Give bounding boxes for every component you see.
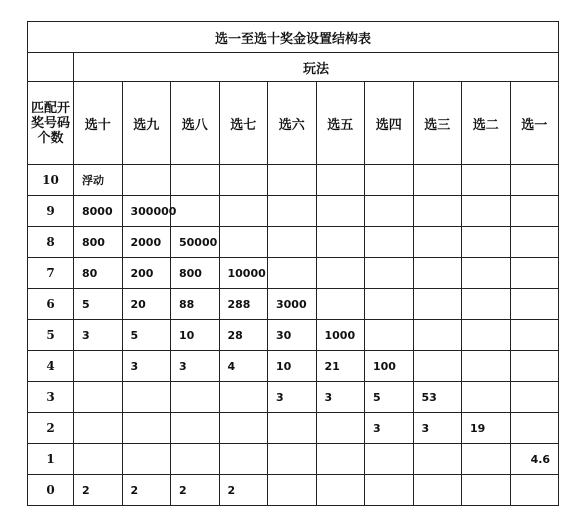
table-row [28,196,559,227]
match-count-cell: 4 [28,351,74,382]
prize-cell: 200 [122,258,171,289]
prize-cell [268,413,317,444]
prize-cell: 5 [365,382,414,413]
prize-cell [268,196,317,227]
prize-cell: 53 [413,382,462,413]
prize-cell: 2000 [122,227,171,258]
prize-cell: 3000 [268,289,317,320]
table-row [28,444,559,475]
prize-cell [171,413,220,444]
prize-cell [365,320,414,351]
prize-cell [413,475,462,506]
prize-cell [74,413,123,444]
prize-cell [365,165,414,196]
prize-cell [510,382,559,413]
prize-cell [462,475,511,506]
prize-cell: 800 [171,258,220,289]
prize-cell [413,320,462,351]
prize-cell [413,351,462,382]
prize-cell [413,289,462,320]
prize-cell [74,382,123,413]
prize-cell: 88 [171,289,220,320]
prize-cell [219,382,268,413]
table-row [28,320,559,351]
prize-cell [316,165,365,196]
prize-cell [365,227,414,258]
match-count-cell: 9 [28,196,74,227]
prize-cell [219,165,268,196]
prize-cell [316,413,365,444]
prize-cell: 2 [171,475,220,506]
table-row [28,351,559,382]
prize-cell [316,258,365,289]
table-body [28,22,559,506]
prize-cell: 3 [74,320,123,351]
prize-cell [171,444,220,475]
match-count-cell: 10 [28,165,74,196]
table-row [28,289,559,320]
prize-cell [74,444,123,475]
prize-cell [462,165,511,196]
prize-cell: 10 [268,351,317,382]
prize-cell [413,196,462,227]
column-header: 选二 [462,82,511,165]
prize-cell [510,165,559,196]
column-header: 选九 [122,82,171,165]
column-header: 选八 [171,82,220,165]
prize-cell: 10 [171,320,220,351]
prize-cell [268,227,317,258]
column-header: 选六 [268,82,317,165]
prize-cell: 288 [219,289,268,320]
prize-cell: 3 [413,413,462,444]
prize-cell [510,475,559,506]
prize-cell [219,196,268,227]
prize-cell [171,196,220,227]
prize-cell [219,444,268,475]
prize-cell [219,413,268,444]
column-header: 选一 [510,82,559,165]
corner-label: 匹配开奖号码个数 [28,82,74,165]
prize-cell [510,351,559,382]
prize-cell: 2 [122,475,171,506]
match-count-cell: 6 [28,289,74,320]
prize-cell: 19 [462,413,511,444]
prize-cell: 100 [365,351,414,382]
prize-cell: 5 [74,289,123,320]
column-header: 选三 [413,82,462,165]
column-header-row [28,82,559,165]
table-row [28,227,559,258]
prize-cell [413,444,462,475]
prize-structure-table [27,21,559,506]
prize-cell [268,475,317,506]
prize-cell: 80 [74,258,123,289]
column-header: 选七 [219,82,268,165]
prize-cell: 2 [219,475,268,506]
prize-cell: 50000 [171,227,220,258]
prize-cell [413,258,462,289]
prize-cell [316,444,365,475]
prize-cell [122,165,171,196]
prize-cell [462,382,511,413]
prize-cell: 800 [74,227,123,258]
prize-cell [316,227,365,258]
prize-cell: 8000 [74,196,123,227]
table-row [28,382,559,413]
prize-cell [510,196,559,227]
column-header: 选十 [74,82,123,165]
prize-cell: 10000 [219,258,268,289]
prize-cell [462,258,511,289]
prize-cell: 3 [365,413,414,444]
prize-cell [510,258,559,289]
match-count-cell: 2 [28,413,74,444]
prize-cell [462,444,511,475]
prize-cell: 300000 [122,196,171,227]
prize-cell [365,196,414,227]
prize-cell: 20 [122,289,171,320]
prize-cell: 1000 [316,320,365,351]
prize-cell [510,289,559,320]
prize-cell [413,165,462,196]
table-row [28,258,559,289]
title-row [28,22,559,53]
match-count-cell: 0 [28,475,74,506]
table-row [28,413,559,444]
prize-cell [462,196,511,227]
prize-cell [268,444,317,475]
prize-cell [268,165,317,196]
table-row [28,475,559,506]
column-header: 选五 [316,82,365,165]
prize-cell: 3 [316,382,365,413]
prize-cell [171,382,220,413]
prize-cell [316,196,365,227]
prize-cell [316,475,365,506]
match-count-cell: 1 [28,444,74,475]
prize-cell [413,227,462,258]
prize-cell: 21 [316,351,365,382]
prize-cell: 5 [122,320,171,351]
prize-cell [365,258,414,289]
prize-cell: 4.6 [510,444,559,475]
prize-cell [268,258,317,289]
prize-cell [510,320,559,351]
prize-cell [74,351,123,382]
match-count-cell: 8 [28,227,74,258]
prize-cell [462,351,511,382]
prize-cell [122,382,171,413]
group-label: 玩法 [74,53,559,82]
prize-cell: 30 [268,320,317,351]
prize-cell [510,413,559,444]
column-header: 选四 [365,82,414,165]
prize-cell: 3 [171,351,220,382]
group-row [28,53,559,82]
prize-cell [462,320,511,351]
match-count-cell: 3 [28,382,74,413]
table-title: 选一至选十奖金设置结构表 [28,22,559,53]
prize-cell: 2 [74,475,123,506]
prize-cell [462,227,511,258]
match-count-cell: 7 [28,258,74,289]
prize-cell: 4 [219,351,268,382]
prize-cell: 3 [268,382,317,413]
prize-cell [365,475,414,506]
match-count-cell: 5 [28,320,74,351]
group-spacer-cell [28,53,74,82]
prize-cell [219,227,268,258]
prize-cell [462,289,511,320]
prize-cell [171,165,220,196]
prize-cell [365,444,414,475]
prize-cell [122,444,171,475]
prize-cell: 28 [219,320,268,351]
prize-cell [316,289,365,320]
prize-cell: 浮动 [74,165,123,196]
prize-cell [365,289,414,320]
prize-cell [510,227,559,258]
prize-cell [122,413,171,444]
table-row [28,165,559,196]
prize-cell: 3 [122,351,171,382]
